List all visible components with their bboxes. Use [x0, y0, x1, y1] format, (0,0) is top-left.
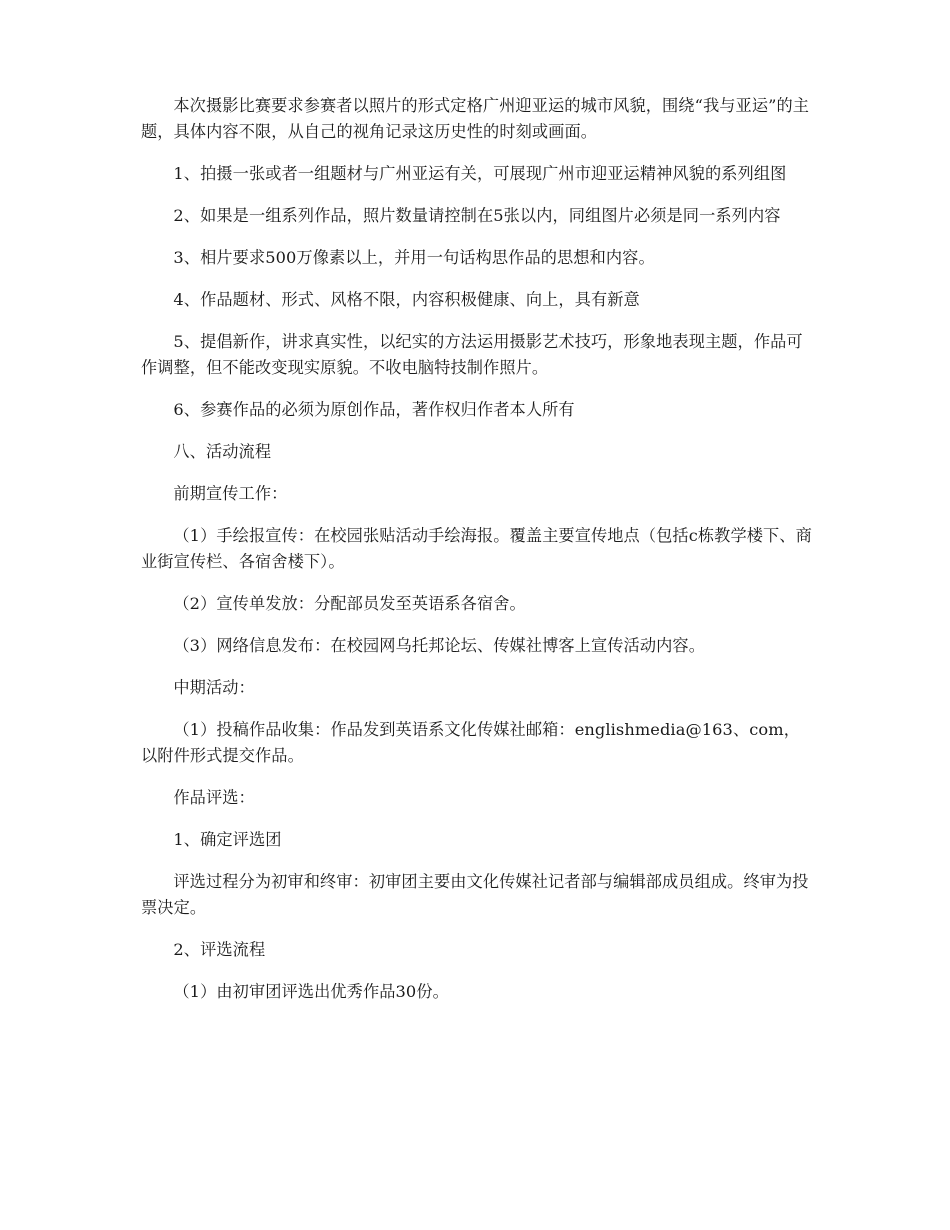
- paragraph-judging-step-2: 2、评选流程: [173, 940, 266, 959]
- subheading-judging: 作品评选：: [173, 788, 255, 807]
- paragraph-rule-3: 3、相片要求500万像素以上，并用一句话构思作品的思想和内容。: [173, 248, 655, 267]
- subheading-early-promotion: 前期宣传工作：: [173, 484, 288, 503]
- paragraph-promotion-2: （2）宣传单发放：分配部员发至英语系各宿舍。: [173, 594, 526, 613]
- paragraph-judging-flow-1: （1）由初审团评选出优秀作品30份。: [173, 982, 449, 1001]
- document-body: [141, 93, 813, 1021]
- paragraph-rule-1: 1、拍摄一张或者一组题材与广州亚运有关，可展现广州市迎亚运精神风貌的系列组图: [173, 164, 787, 183]
- paragraph-rule-6: 6、参赛作品的必须为原创作品，著作权归作者本人所有: [173, 400, 575, 419]
- paragraph-rule-4: 4、作品题材、形式、风格不限，内容积极健康、向上，具有新意: [173, 290, 640, 309]
- paragraph-judging-process: 评选过程分为初审和终审：初审团主要由文化传媒社记者部与编辑部成员组成。终审为投票决定。: [141, 872, 809, 917]
- paragraph-promotion-3: （3）网络信息发布：在校园网乌托邦论坛、传媒社博客上宣传活动内容。: [173, 636, 705, 655]
- paragraph-submission: （1）投稿作品收集：作品发到英语系文化传媒社邮箱：englishmedia@163、com，以附件形式提交作品。: [141, 720, 800, 765]
- paragraph-promotion-1: （1）手绘报宣传：在校园张贴活动手绘海报。覆盖主要宣传地点（包括c栋教学楼下、商业街宣传栏、各宿舍楼下）。: [141, 526, 812, 571]
- subheading-mid-activity: 中期活动：: [173, 678, 255, 697]
- paragraph-intro: 本次摄影比赛要求参赛者以照片的形式定格广州迎亚运的城市风貌，围绕“我与亚运”的主题，具体内容不限，从自己的视角记录这历史性的时刻或画面。: [141, 96, 810, 141]
- section-heading-process: 八、活动流程: [173, 442, 272, 461]
- paragraph-rule-2: 2、如果是一组系列作品，照片数量请控制在5张以内，同组图片必须是同一系列内容: [173, 206, 781, 225]
- paragraph-rule-5: 5、提倡新作，讲求真实性，以纪实的方法运用摄影艺术技巧，形象地表现主题，作品可作调整，但不能改变现实原貌。不收电脑特技制作照片。: [141, 332, 803, 377]
- paragraph-judging-step-1: 1、确定评选团: [173, 830, 282, 849]
